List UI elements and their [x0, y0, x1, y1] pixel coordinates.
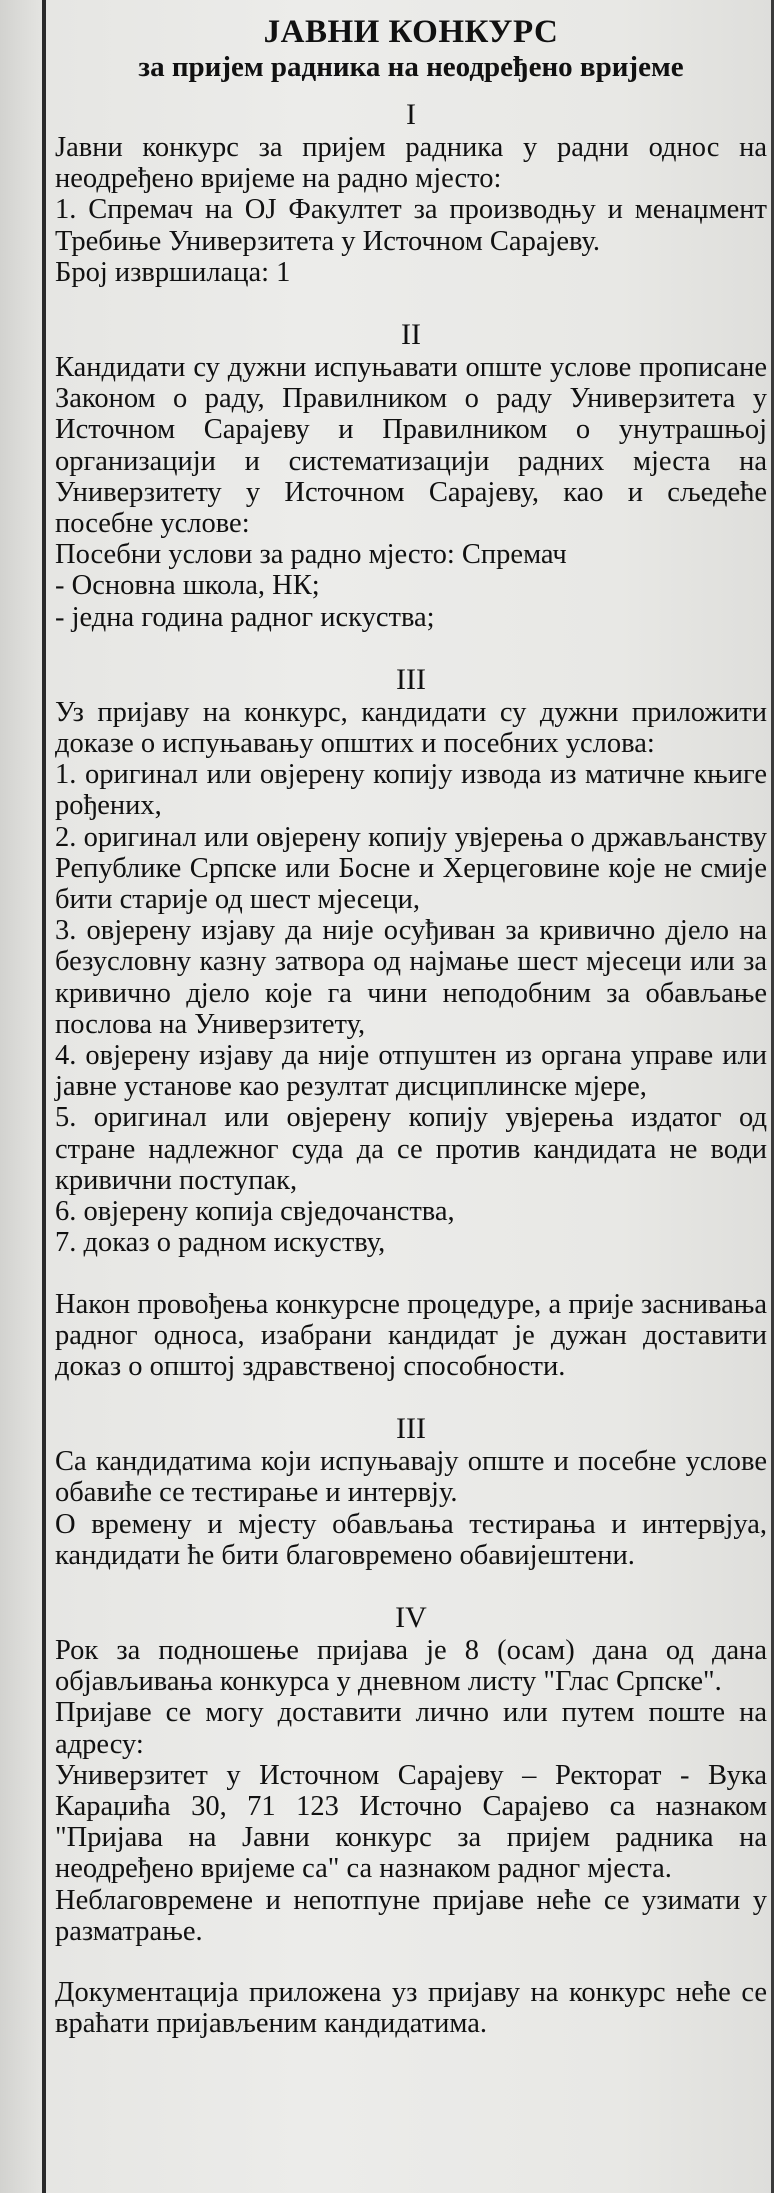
section-5 — [55, 1601, 767, 2039]
list-item: 5. оригинал или овјерену копију увјерења издатог од стране надлежног суда да се против кандидата не води кривични поступак, — [55, 1102, 767, 1196]
section-2 — [55, 318, 767, 633]
announcement-title: ЈАВНИ КОНКУРС — [263, 14, 559, 50]
section-4 — [55, 1412, 767, 1571]
paragraph: - једна година радног искуства; — [55, 601, 435, 633]
list-item: 1. оригинал или овјерену копију извода из матичне књиге рођених, — [55, 759, 767, 822]
paragraph: Број извршилаца: 1 — [55, 256, 291, 288]
paragraph: Посебни услови за радно мјесто: Спремач — [55, 539, 567, 571]
list-item: 2. оригинал или овјерену копију увјерења о држављанству Републике Српске или Босне и Херцеговине које не смије бити старије од шест мјесеци, — [55, 821, 767, 916]
paragraph: - Основна школа, НК; — [55, 570, 320, 602]
paragraph: Неблаговремене и непотпуне пријаве неће се узимати у разматрање. — [55, 1884, 767, 1947]
list-item: 4. овјерену изјаву да није отпуштен из органа управе или јавне установе као резултат дисциплинске мјере, — [55, 1040, 767, 1103]
section-3 — [55, 663, 767, 1382]
paragraph: О времену и мјесту обављања тестирања и интервјуа, кандидати ће бити благовремено обавијештени. — [55, 1508, 767, 1571]
announcement-subtitle: за пријем радника на неодређено вријеме — [138, 51, 684, 83]
paragraph: Документација приложена уз пријаву на конкурс неће се враћати пријављеним кандидатима. — [55, 1976, 767, 2040]
paragraph: Уз пријаву на конкурс, кандидати су дужни приложити доказе о испуњавању општих и посебних услова: — [55, 696, 767, 760]
section-numeral: III — [396, 1412, 426, 1446]
paragraph: Са кандидатима који испуњавају опште и посебне услове обавиће се тестирање и интервју. — [55, 1446, 767, 1509]
paragraph: Након провођења конкурсне процедуре, а прије заснивања радног односа, изабрани кандидат је дужан доставити доказ о општој здравственој способности. — [55, 1288, 767, 1382]
paragraph: Кандидати су дужни испуњавати опште услове прописане Законом о раду, Правилником о раду Универзитета у Источном Сарајеву и Правилником о унутрашњој организацији и систематизацији радних мјеста на Универзитету у Источном Сарајеву, као и сљедеће посебне услове: — [55, 352, 767, 540]
paragraph: Рок за подношење пријава је 8 (осам) дана од дана објављивања конкурса у дневном листу "Глас Српске". — [55, 1634, 767, 1698]
paragraph: Универзитет у Источном Сарајеву – Ректорат - Вука Караџића 30, 71 123 Источно Сарајево са назнаком "Пријава на Јавни конкурс за пријем радника на неодређено вријеме са" са назнаком радног мјеста. — [55, 1759, 767, 1885]
section-numeral: II — [401, 318, 421, 352]
left-column-rule — [42, 0, 46, 2193]
section-numeral: IV — [395, 1600, 427, 1634]
section-numeral: I — [406, 98, 416, 131]
paragraph: Јавни конкурс за пријем радника у радни однос на неодређено вријеме на радно мјесто: — [55, 132, 767, 195]
announcement-body — [55, 14, 767, 2039]
paragraph: Пријаве се могу доставити лично или путем поште на адресу: — [55, 1697, 767, 1760]
list-item: 3. овјерену изјаву да није осуђиван за кривично дјело на безусловну казну затвора од најмање шест мјесеци или за кривично дјело које га чини неподобним за обављање послова на Универзитету, — [55, 915, 767, 1040]
list-item: 6. овјерену копија свједочанства, — [55, 1196, 455, 1228]
paragraph: 1. Спремач на ОЈ Факултет за производњу и менаџмент Требиње Универзитета у Источном Сарајеву. — [55, 194, 767, 257]
list-item: 7. доказ о радном искуству, — [55, 1227, 386, 1259]
section-1 — [55, 98, 767, 288]
section-numeral: III — [396, 662, 426, 696]
